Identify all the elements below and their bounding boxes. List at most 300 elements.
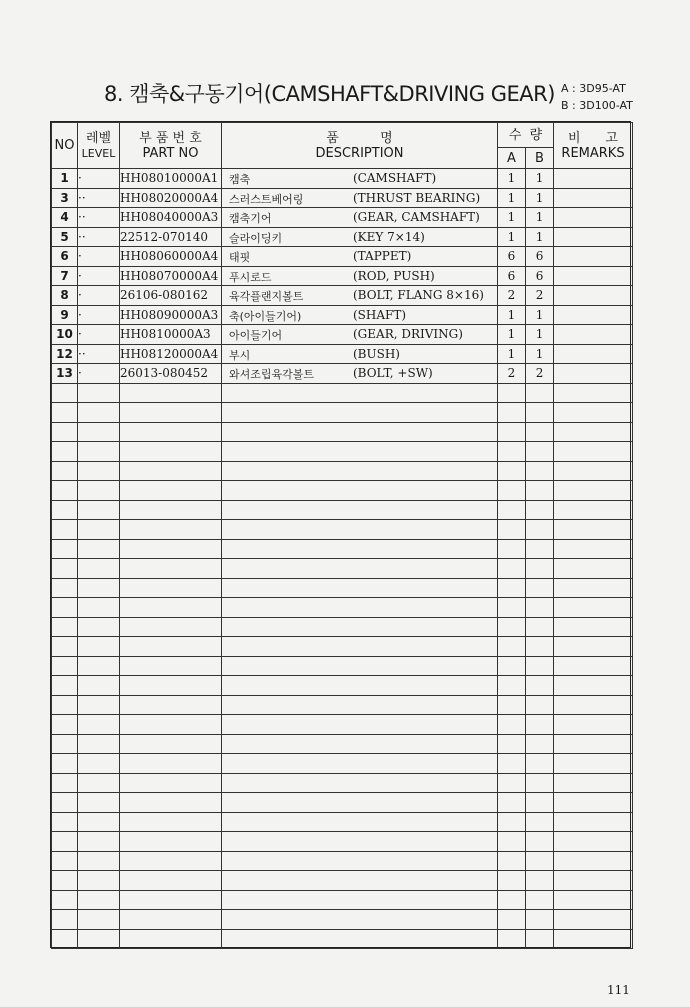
qty-a-cell: [498, 617, 526, 637]
qty-a-cell: 1: [498, 325, 526, 345]
description-en: (SHAFT): [353, 307, 407, 322]
qty-b-cell: [526, 656, 554, 676]
description-cell: [222, 403, 498, 423]
part-no-cell: [120, 383, 222, 403]
part-no-cell: [120, 754, 222, 774]
empty-table-row: [52, 481, 633, 501]
description-en: (BOLT, +SW): [353, 366, 433, 380]
qty-b-cell: 1: [526, 188, 554, 208]
empty-table-row: [52, 500, 633, 520]
qty-b-cell: [526, 773, 554, 793]
col-level-kr: 레벨: [85, 130, 112, 146]
level-cell: [78, 520, 120, 540]
col-part-en: PART NO: [142, 145, 199, 161]
level-cell: [78, 500, 120, 520]
level-cell: [78, 461, 120, 481]
description-en: (TAPPET): [353, 249, 412, 263]
description-cell: [222, 266, 498, 286]
col-desc-header: [222, 123, 498, 169]
col-remarks-kr: 비 고: [568, 130, 618, 146]
qty-b-cell: [526, 500, 554, 520]
description-cell: [222, 890, 498, 910]
description-cell: [222, 832, 498, 852]
part-no-cell: [120, 578, 222, 598]
table-row: [52, 344, 633, 364]
table-row: [52, 305, 633, 325]
description-cell: [222, 383, 498, 403]
description-en: (BOLT, FLANG 8×16): [353, 288, 484, 302]
item-no-cell: [52, 851, 78, 871]
qty-a-cell: [498, 676, 526, 696]
remarks-cell: [554, 617, 633, 637]
part-no-cell: [120, 481, 222, 501]
remarks-cell: [554, 364, 633, 384]
level-cell: [78, 812, 120, 832]
qty-a-cell: [498, 539, 526, 559]
item-no-cell: 1: [52, 169, 78, 189]
qty-a-cell: 1: [498, 208, 526, 228]
item-no-cell: [52, 754, 78, 774]
qty-b-cell: 2: [526, 286, 554, 306]
remarks-cell: [554, 403, 633, 423]
part-no-cell: [120, 910, 222, 930]
qty-b-cell: 1: [526, 325, 554, 345]
qty-a-cell: [498, 461, 526, 481]
part-no-cell: [120, 695, 222, 715]
qty-b-cell: [526, 578, 554, 598]
description-cell: [222, 754, 498, 774]
remarks-cell: [554, 520, 633, 540]
qty-b-cell: [526, 422, 554, 442]
part-no-cell: [120, 812, 222, 832]
part-no-cell: [120, 851, 222, 871]
remarks-cell: [554, 832, 633, 852]
remarks-cell: [554, 890, 633, 910]
item-no-cell: [52, 422, 78, 442]
qty-b-cell: [526, 383, 554, 403]
remarks-cell: [554, 754, 633, 774]
table-row: [52, 227, 633, 247]
qty-b-cell: [526, 754, 554, 774]
description-kr: 태핏: [229, 251, 251, 264]
qty-b-cell: [526, 461, 554, 481]
empty-table-row: [52, 754, 633, 774]
part-no-cell: [120, 890, 222, 910]
item-no-cell: [52, 442, 78, 462]
empty-table-row: [52, 559, 633, 579]
item-no-cell: [52, 910, 78, 930]
level-cell: [78, 617, 120, 637]
item-no-cell: [52, 520, 78, 540]
description-cell: [222, 851, 498, 871]
qty-a-cell: [498, 812, 526, 832]
qty-b-cell: 2: [526, 364, 554, 384]
part-no-cell: HH0810000A3: [120, 325, 222, 345]
description-kr: 부시: [229, 348, 251, 362]
remarks-cell: [554, 793, 633, 813]
qty-b-cell: [526, 598, 554, 618]
part-no-cell: [120, 656, 222, 676]
col-part-header: [120, 123, 222, 169]
qty-b-cell: [526, 559, 554, 579]
table-row: [52, 364, 633, 384]
part-no-cell: 22512-070140: [120, 227, 222, 247]
description-cell: [222, 325, 498, 345]
item-no-cell: [52, 793, 78, 813]
qty-a-cell: [498, 422, 526, 442]
remarks-cell: [554, 286, 633, 306]
item-no-cell: [52, 676, 78, 696]
col-desc-kr: 품 명: [326, 130, 393, 146]
empty-table-row: [52, 695, 633, 715]
item-no-cell: [52, 539, 78, 559]
part-no-cell: [120, 832, 222, 852]
qty-a-cell: [498, 715, 526, 735]
qty-b-cell: [526, 715, 554, 735]
qty-a-cell: [498, 929, 526, 949]
remarks-cell: [554, 169, 633, 189]
qty-b-cell: [526, 929, 554, 949]
parts-table-body: [52, 169, 633, 949]
part-no-cell: [120, 617, 222, 637]
item-no-cell: [52, 929, 78, 949]
remarks-cell: [554, 929, 633, 949]
item-no-cell: [52, 383, 78, 403]
item-no-cell: 4: [52, 208, 78, 228]
empty-table-row: [52, 637, 633, 657]
qty-b-cell: [526, 871, 554, 891]
item-no-cell: 10: [52, 325, 78, 345]
remarks-cell: [554, 344, 633, 364]
description-en: (GEAR, DRIVING): [353, 327, 463, 341]
description-en: (THRUST BEARING): [353, 190, 481, 205]
item-no-cell: [52, 715, 78, 735]
item-no-cell: 8: [52, 286, 78, 306]
item-no-cell: [52, 559, 78, 579]
qty-b-cell: 1: [526, 208, 554, 228]
description-cell: [222, 286, 498, 306]
description-en: (KEY 7×14): [353, 229, 425, 244]
qty-b-cell: [526, 793, 554, 813]
qty-a-cell: [498, 578, 526, 598]
table-row: [52, 286, 633, 306]
description-cell: [222, 422, 498, 442]
part-no-cell: [120, 676, 222, 696]
model-legend: [561, 80, 633, 114]
part-no-cell: [120, 559, 222, 579]
part-no-cell: [120, 539, 222, 559]
level-cell: [78, 656, 120, 676]
level-cell: [78, 890, 120, 910]
level-cell: [78, 695, 120, 715]
item-no-cell: [52, 890, 78, 910]
part-no-cell: [120, 929, 222, 949]
description-cell: [222, 364, 498, 384]
empty-table-row: [52, 734, 633, 754]
remarks-cell: [554, 325, 633, 345]
description-cell: [222, 227, 498, 247]
qty-b-cell: [526, 637, 554, 657]
description-cell: [222, 461, 498, 481]
qty-a-cell: [498, 383, 526, 403]
description-kr: 축(아이들기어): [229, 309, 302, 323]
col-part-kr: 부 품 번 호: [139, 130, 202, 146]
qty-b-cell: [526, 539, 554, 559]
table-row: [52, 169, 633, 189]
remarks-cell: [554, 481, 633, 501]
description-en: (ROD, PUSH): [353, 268, 435, 283]
item-no-cell: [52, 403, 78, 423]
description-cell: [222, 247, 498, 267]
description-cell: [222, 520, 498, 540]
remarks-cell: [554, 500, 633, 520]
qty-a-cell: 1: [498, 344, 526, 364]
qty-b-cell: [526, 676, 554, 696]
level-cell: ·: [78, 286, 120, 306]
description-en: (BUSH): [353, 346, 400, 361]
description-cell: [222, 598, 498, 618]
model-b-label: B : 3D100-AT: [561, 99, 633, 112]
empty-table-row: [52, 461, 633, 481]
empty-table-row: [52, 773, 633, 793]
part-no-cell: [120, 598, 222, 618]
qty-a-cell: [498, 442, 526, 462]
item-no-cell: [52, 812, 78, 832]
part-no-cell: 26106-080162: [120, 286, 222, 306]
qty-a-cell: [498, 695, 526, 715]
description-kr: 아이들기어: [229, 329, 283, 342]
description-kr: 슬라이딩키: [229, 231, 283, 245]
table-row: [52, 266, 633, 286]
item-no-cell: [52, 481, 78, 501]
qty-a-cell: [498, 656, 526, 676]
col-level-en: LEVEL: [81, 146, 116, 160]
col-qty-a-header: A: [498, 148, 526, 169]
level-cell: [78, 637, 120, 657]
qty-a-cell: [498, 832, 526, 852]
description-kr: 스러스트베어링: [229, 192, 304, 206]
remarks-cell: [554, 227, 633, 247]
level-cell: [78, 559, 120, 579]
table-row: [52, 188, 633, 208]
qty-a-cell: [498, 637, 526, 657]
qty-a-cell: [498, 890, 526, 910]
description-cell: [222, 812, 498, 832]
item-no-cell: [52, 656, 78, 676]
level-cell: [78, 793, 120, 813]
description-cell: [222, 871, 498, 891]
qty-b-cell: 1: [526, 344, 554, 364]
description-kr: 캠축기어: [229, 212, 272, 225]
part-no-cell: 26013-080452: [120, 364, 222, 384]
part-no-cell: [120, 422, 222, 442]
description-cell: [222, 344, 498, 364]
qty-a-cell: 1: [498, 305, 526, 325]
description-cell: [222, 305, 498, 325]
level-cell: [78, 910, 120, 930]
qty-b-cell: [526, 695, 554, 715]
qty-a-cell: 1: [498, 227, 526, 247]
item-no-cell: 5: [52, 227, 78, 247]
empty-table-row: [52, 676, 633, 696]
empty-table-row: [52, 929, 633, 949]
remarks-cell: [554, 598, 633, 618]
qty-a-cell: [498, 773, 526, 793]
description-cell: [222, 637, 498, 657]
empty-table-row: [52, 910, 633, 930]
item-no-cell: [52, 871, 78, 891]
qty-b-cell: [526, 520, 554, 540]
item-no-cell: 7: [52, 266, 78, 286]
part-no-cell: HH08070000A4: [120, 266, 222, 286]
remarks-cell: [554, 871, 633, 891]
description-cell: [222, 442, 498, 462]
empty-table-row: [52, 598, 633, 618]
col-level-header: [78, 123, 120, 169]
level-cell: [78, 773, 120, 793]
remarks-cell: [554, 442, 633, 462]
description-cell: [222, 793, 498, 813]
description-cell: [222, 500, 498, 520]
part-no-cell: [120, 520, 222, 540]
table-row: [52, 247, 633, 267]
qty-a-cell: [498, 520, 526, 540]
empty-table-row: [52, 422, 633, 442]
empty-table-row: [52, 793, 633, 813]
part-no-cell: HH08040000A3: [120, 208, 222, 228]
part-no-cell: [120, 500, 222, 520]
description-cell: [222, 169, 498, 189]
level-cell: [78, 598, 120, 618]
part-no-cell: [120, 715, 222, 735]
qty-a-cell: [498, 734, 526, 754]
level-cell: [78, 734, 120, 754]
qty-b-cell: 6: [526, 266, 554, 286]
qty-a-cell: 6: [498, 247, 526, 267]
qty-a-cell: [498, 910, 526, 930]
item-no-cell: [52, 578, 78, 598]
description-cell: [222, 910, 498, 930]
level-cell: ··: [78, 227, 120, 247]
part-no-cell: HH08020000A4: [120, 188, 222, 208]
header-row-top: [52, 123, 633, 148]
item-no-cell: 6: [52, 247, 78, 267]
page-number: 111: [607, 983, 630, 997]
qty-a-cell: 1: [498, 188, 526, 208]
level-cell: [78, 481, 120, 501]
part-no-cell: HH08010000A1: [120, 169, 222, 189]
empty-table-row: [52, 442, 633, 462]
empty-table-row: [52, 578, 633, 598]
item-no-cell: [52, 773, 78, 793]
description-en: (GEAR, CAMSHAFT): [353, 210, 480, 224]
page-title: 8. 캠축&구동기어(CAMSHAFT&DRIVING GEAR): [104, 82, 555, 106]
qty-b-cell: [526, 832, 554, 852]
table-row: [52, 208, 633, 228]
level-cell: ··: [78, 188, 120, 208]
qty-a-cell: [498, 598, 526, 618]
part-no-cell: [120, 793, 222, 813]
remarks-cell: [554, 266, 633, 286]
qty-b-cell: [526, 403, 554, 423]
description-cell: [222, 695, 498, 715]
remarks-cell: [554, 734, 633, 754]
empty-table-row: [52, 832, 633, 852]
level-cell: [78, 715, 120, 735]
qty-b-cell: [526, 890, 554, 910]
level-cell: [78, 383, 120, 403]
level-cell: ·: [78, 364, 120, 384]
description-kr: 육각플랜지볼트: [229, 290, 304, 303]
description-kr: 와셔조립육각볼트: [229, 368, 315, 381]
empty-table-row: [52, 812, 633, 832]
item-no-cell: [52, 734, 78, 754]
remarks-cell: [554, 773, 633, 793]
description-kr: 푸시로드: [229, 270, 272, 284]
item-no-cell: [52, 695, 78, 715]
description-cell: [222, 559, 498, 579]
qty-a-cell: [498, 481, 526, 501]
remarks-cell: [554, 539, 633, 559]
parts-table: [51, 122, 633, 949]
description-kr: 캠축: [229, 173, 251, 186]
level-cell: [78, 442, 120, 462]
part-no-cell: [120, 442, 222, 462]
description-cell: [222, 773, 498, 793]
qty-a-cell: 6: [498, 266, 526, 286]
remarks-cell: [554, 208, 633, 228]
remarks-cell: [554, 851, 633, 871]
part-no-cell: HH08060000A4: [120, 247, 222, 267]
qty-b-cell: 1: [526, 169, 554, 189]
col-remarks-en: REMARKS: [561, 145, 625, 161]
remarks-cell: [554, 637, 633, 657]
remarks-cell: [554, 578, 633, 598]
empty-table-row: [52, 539, 633, 559]
empty-table-row: [52, 383, 633, 403]
description-cell: [222, 676, 498, 696]
description-en: (CAMSHAFT): [353, 171, 437, 185]
qty-a-cell: 2: [498, 286, 526, 306]
empty-table-row: [52, 617, 633, 637]
remarks-cell: [554, 676, 633, 696]
item-no-cell: [52, 637, 78, 657]
part-no-cell: [120, 637, 222, 657]
remarks-cell: [554, 188, 633, 208]
level-cell: [78, 754, 120, 774]
qty-a-cell: [498, 871, 526, 891]
empty-table-row: [52, 871, 633, 891]
level-cell: ··: [78, 344, 120, 364]
level-cell: [78, 851, 120, 871]
remarks-cell: [554, 461, 633, 481]
remarks-cell: [554, 812, 633, 832]
item-no-cell: [52, 500, 78, 520]
item-no-cell: [52, 832, 78, 852]
qty-b-cell: [526, 481, 554, 501]
description-cell: [222, 578, 498, 598]
qty-a-cell: [498, 500, 526, 520]
part-no-cell: [120, 461, 222, 481]
item-no-cell: [52, 598, 78, 618]
remarks-cell: [554, 695, 633, 715]
empty-table-row: [52, 656, 633, 676]
description-cell: [222, 539, 498, 559]
description-cell: [222, 208, 498, 228]
remarks-cell: [554, 715, 633, 735]
item-no-cell: 3: [52, 188, 78, 208]
item-no-cell: [52, 617, 78, 637]
